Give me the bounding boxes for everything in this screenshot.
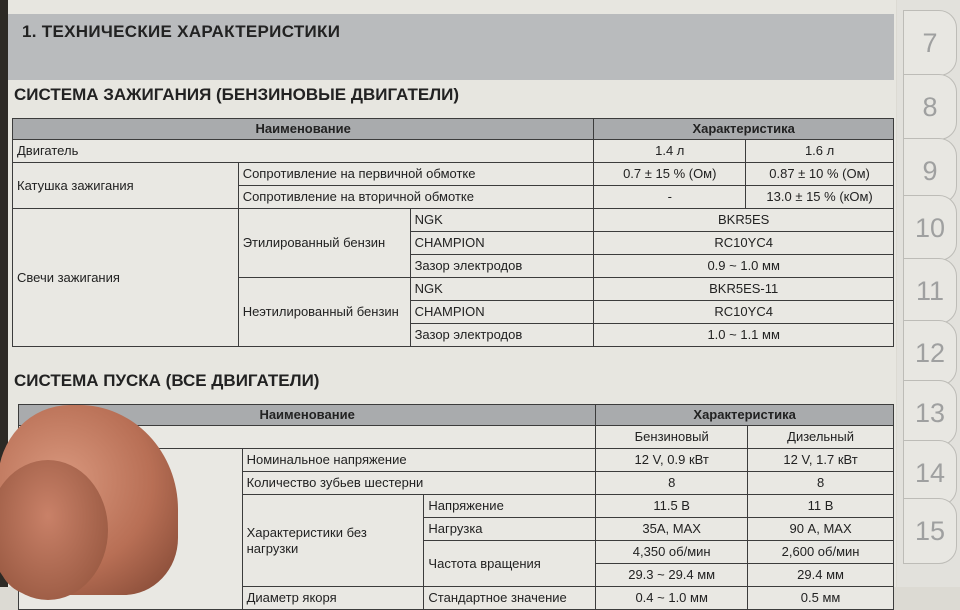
ignition-system-title: СИСТЕМА ЗАЖИГАНИЯ (БЕНЗИНОВЫЕ ДВИГАТЕЛИ) [14,85,460,104]
tab-14[interactable]: 14 [903,440,957,506]
table-row [19,405,894,426]
tab-15[interactable]: 15 [903,498,957,564]
voltage-nominal-label: Номинальное напряжение [242,449,596,472]
header-characteristic: Характеристика [596,405,894,426]
teeth-label: Количество зубьев шестерни [242,472,596,495]
diesel-label: Дизельный [748,426,894,449]
unleaded-gap-value: 1.0 ~ 1.1 мм [594,324,894,347]
load-petrol: 35А, MAX [596,518,748,541]
speed-petrol: 4,350 об/мин [596,541,748,564]
teeth-diesel: 8 [748,472,894,495]
speed-diesel: 2,600 об/мин [748,541,894,564]
tab-9[interactable]: 9 [903,138,957,204]
secondary-label: Сопротивление на вторичной обмотке [238,186,594,209]
primary-16: 0.87 ± 10 % (Ом) [746,163,894,186]
load-diesel: 90 А, MAX [748,518,894,541]
unleaded-ngk-label: NGK [410,278,594,301]
header-name: Наименование [13,119,594,140]
unleaded-champion-value: RC10YC4 [594,301,894,324]
standard-petrol: 0.4 ~ 1.0 мм [596,587,748,610]
speed-label: Частота вращения [424,541,596,587]
tab-10[interactable]: 10 [903,195,957,261]
table-row [13,119,894,140]
tab-12[interactable]: 12 [903,320,957,386]
section-title: 1. ТЕХНИЧЕСКИЕ ХАРАКТЕРИСТИКИ [22,22,341,41]
speed-diesel-2: 29.4 мм [748,564,894,587]
table-row [13,209,894,232]
anchor-label: Диаметр якоря [242,587,424,610]
voltage-nominal-petrol: 12 V, 0.9 кВт [596,449,748,472]
engine-14: 1.4 л [594,140,746,163]
engine-16: 1.6 л [746,140,894,163]
voltage-label: Напряжение [424,495,596,518]
unleaded-label: Неэтилированный бензин [238,278,410,347]
primary-label: Сопротивление на первичной обмотке [238,163,594,186]
standard-label: Стандартное значение [424,587,596,610]
unleaded-champion-label: CHAMPION [410,301,594,324]
leaded-label: Этилированный бензин [238,209,410,278]
voltage-nominal-diesel: 12 V, 1.7 кВт [748,449,894,472]
voltage-diesel: 11 В [748,495,894,518]
leaded-gap-value: 0.9 ~ 1.0 мм [594,255,894,278]
teeth-petrol: 8 [596,472,748,495]
header-characteristic: Характеристика [594,119,894,140]
header-name: Наименование [19,405,596,426]
voltage-petrol: 11.5 В [596,495,748,518]
table-row [13,140,894,163]
leaded-champion-value: RC10YC4 [594,232,894,255]
primary-14: 0.7 ± 15 % (Ом) [594,163,746,186]
load-label: Нагрузка [424,518,596,541]
plugs-label: Свечи зажигания [13,209,239,347]
tab-11[interactable]: 11 [903,258,957,324]
tab-13[interactable]: 13 [903,380,957,446]
chapter-tabs [897,0,960,587]
leaded-gap-label: Зазор электродов [410,255,594,278]
manual-page [8,0,896,605]
ignition-table [12,118,894,347]
leaded-ngk-label: NGK [410,209,594,232]
unleaded-ngk-value: BKR5ES-11 [594,278,894,301]
engine-label: Двигатель [13,140,594,163]
standard-diesel: 0.5 мм [748,587,894,610]
table-row [13,163,894,186]
leaded-ngk-value: BKR5ES [594,209,894,232]
speed-petrol-2: 29.3 ~ 29.4 мм [596,564,748,587]
tab-7[interactable]: 7 [903,10,957,76]
secondary-14: - [594,186,746,209]
secondary-16: 13.0 ± 15 % (кОм) [746,186,894,209]
noload-label: Характеристики без нагрузки [242,495,424,587]
petrol-label: Бензиновый [596,426,748,449]
starting-system-title: СИСТЕМА ПУСКА (ВСЕ ДВИГАТЕЛИ) [14,371,320,390]
coil-label: Катушка зажигания [13,163,239,209]
leaded-champion-label: CHAMPION [410,232,594,255]
tab-8[interactable]: 8 [903,74,957,140]
unleaded-gap-label: Зазор электродов [410,324,594,347]
